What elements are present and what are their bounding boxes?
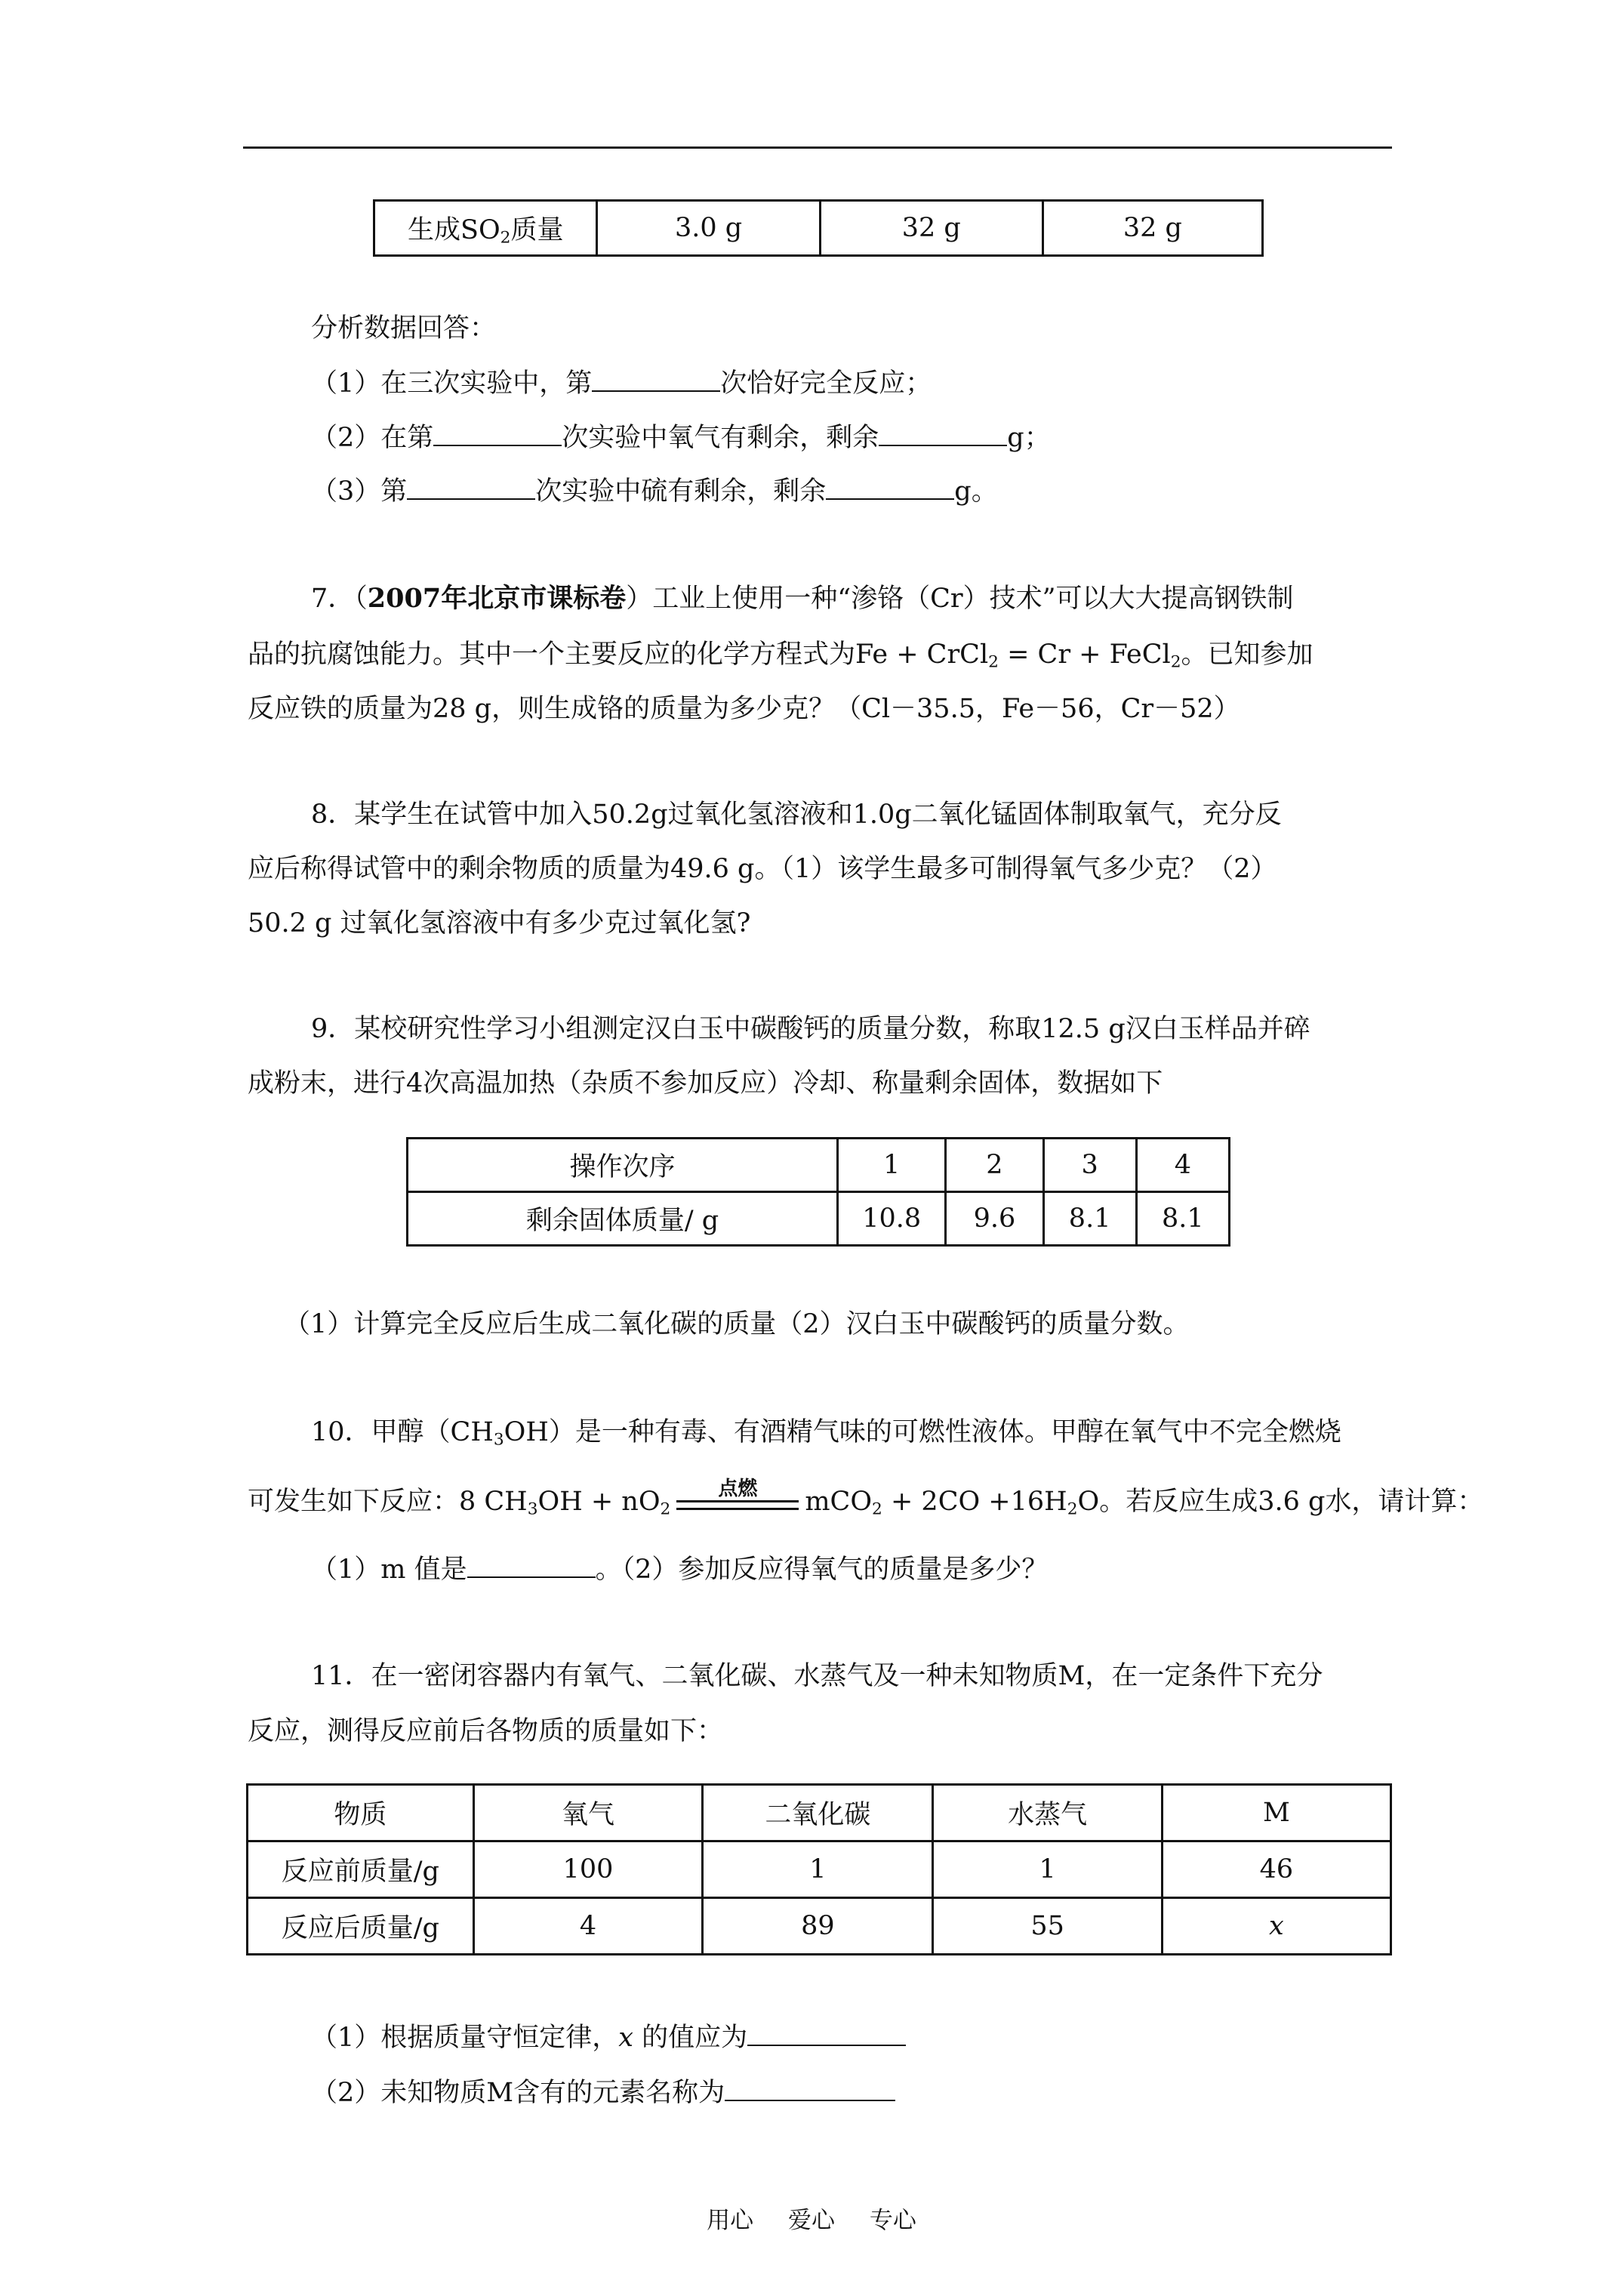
- table-cell: 10.8: [838, 1192, 946, 1246]
- table-cell: 89: [703, 1898, 933, 1955]
- q11-line1: 11．在一密闭容器内有氧气、二氧化碳、水蒸气及一种未知物质M，在一定条件下充分: [311, 1661, 1323, 1691]
- q6-line1: （1）在三次实验中，第 次恰好完全反应；: [311, 368, 932, 399]
- table-cell: 反应后质量/g: [248, 1898, 474, 1955]
- answer-blank[interactable]: [725, 2077, 895, 2101]
- q8-line1: 8．某学生在试管中加入50.2g过氧化氢溶液和1.0g二氧化锰固体制取氧气，充分反: [311, 800, 1282, 830]
- table-row: [248, 1898, 1391, 1955]
- table-cell: 9.6: [946, 1192, 1043, 1246]
- q9-after: （1）计算完全反应后生成二氧化碳的质量（2）汉白玉中碳酸钙的质量分数。: [284, 1309, 1190, 1339]
- q6-line3: （3）第 次实验中硫有剩余，剩余 g。: [311, 476, 998, 507]
- table-cell: 反应前质量/g: [248, 1841, 474, 1898]
- table-cell: 氧气: [473, 1785, 703, 1841]
- table-cell: M: [1162, 1785, 1390, 1841]
- answer-blank[interactable]: [747, 2022, 906, 2046]
- q11-answer1: （1）根据质量守恒定律，x 的值应为: [311, 2017, 1451, 2058]
- table-cell: 8.1: [1136, 1192, 1229, 1246]
- table-cell: 2: [946, 1139, 1043, 1192]
- q6-line2: （2）在第 次实验中氧气有剩余，剩余 g；: [311, 423, 1051, 453]
- table-cell: 8.1: [1043, 1192, 1136, 1246]
- footer-text: 用心: [707, 2207, 754, 2234]
- q8-line3: 50.2 g 过氧化氢溶液中有多少克过氧化氢?: [248, 908, 751, 938]
- table-cell: 1: [933, 1841, 1162, 1898]
- q10-line3: （1）m 值是 。（2）参加反应得氧气的质量是多少？: [311, 1555, 1049, 1585]
- table-row: [408, 1192, 1230, 1246]
- q10-line1: 10．甲醇$(CH_3OH)$是一种有毒、有酒精气味的可燃性液体。甲醇在氧气中不完全燃烧: [311, 1417, 1341, 1450]
- q7-line3: 反应铁的质量为28 g，则生成铬的质量为多少克？（Cl－35.5，Fe－56，Cr－52）: [248, 694, 1240, 724]
- table-cell: 操作次序: [408, 1139, 838, 1192]
- q7-line2: 品的抗腐蚀能力。其中一个主要反应的化学方程式为Fe + CrCl$_2$ = Cr + FeCl$_2$。已知参加: [248, 639, 1313, 672]
- answer-blank[interactable]: [407, 476, 535, 500]
- q7-source: 2007年北京市课标卷: [367, 583, 627, 614]
- table-cell: 二氧化碳: [703, 1785, 933, 1841]
- table-cell: 46: [1162, 1841, 1390, 1898]
- table-cell: 4: [1136, 1139, 1229, 1192]
- answer-blank[interactable]: [826, 476, 954, 500]
- answer-blank[interactable]: [467, 1554, 596, 1578]
- table-row: [374, 201, 1263, 256]
- table-cell: 物质: [248, 1785, 474, 1841]
- answer-blank[interactable]: [879, 422, 1007, 446]
- q8-line2: 应后称得试管中的剩余物质的质量为49.6 g。（1）该学生最多可制得氧气多少克？（2）: [248, 854, 1277, 884]
- table-cell: 水蒸气: [933, 1785, 1162, 1841]
- answer-blank[interactable]: [433, 422, 562, 446]
- table-cell: 32 g: [820, 201, 1042, 256]
- table-row: [248, 1785, 1391, 1841]
- footer-text: 爱心: [788, 2207, 835, 2234]
- reaction-condition: 点燃: [673, 1488, 802, 1518]
- table-cell: 3.0 g: [597, 201, 820, 256]
- so2-table: [373, 199, 1264, 257]
- answer-blank[interactable]: [592, 368, 720, 392]
- table-cell: 32 g: [1042, 201, 1262, 256]
- table-row: [248, 1841, 1391, 1898]
- table-cell: 55: [933, 1898, 1162, 1955]
- table-cell: 剩余固体质量/ g: [408, 1192, 838, 1246]
- table-cell: x: [1162, 1898, 1390, 1955]
- table-cell: 1: [703, 1841, 933, 1898]
- q11-answer2: （2）未知物质M含有的元素名称为: [311, 2073, 1451, 2113]
- q11-table: [246, 1783, 1392, 1955]
- table-cell: 3: [1043, 1139, 1136, 1192]
- table-cell: 生成$SO_2$质量: [374, 201, 597, 256]
- q6-intro: 分析数据回答：: [311, 313, 497, 344]
- table-cell: 1: [838, 1139, 946, 1192]
- footer-text: 专心: [869, 2207, 916, 2234]
- header-rule: [243, 146, 1392, 149]
- q9-table: [406, 1137, 1230, 1247]
- q10-line2: 可发生如下反应：8 $CH_3OH + nO_2$ 点燃 $mCO_2 + 2CO +16H_2O$。若反应生成3.6 g水，请计算：: [248, 1477, 1484, 1519]
- page-footer: [0, 2201, 1623, 2235]
- table-cell: 100: [473, 1841, 703, 1898]
- table-row: [408, 1139, 1230, 1192]
- q9-line1: 9．某校研究性学习小组测定汉白玉中碳酸钙的质量分数，称取12.5 g汉白玉样品并碎: [311, 1014, 1310, 1044]
- table-cell: 4: [473, 1898, 703, 1955]
- q9-line2: 成粉末，进行4次高温加热（杂质不参加反应）冷却、称量剩余固体，数据如下: [248, 1068, 1163, 1099]
- q11-line2: 反应，测得反应前后各物质的质量如下：: [248, 1716, 724, 1746]
- q7-line1: 7．（2007年北京市课标卷）工业上使用一种“渗铬（Cr）技术”可以大大提高钢铁制: [311, 583, 1294, 614]
